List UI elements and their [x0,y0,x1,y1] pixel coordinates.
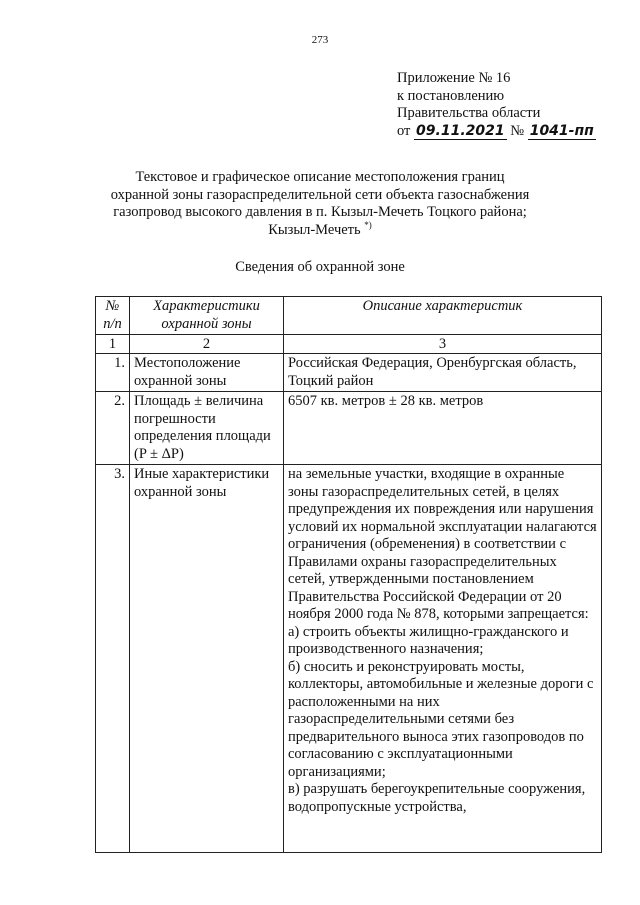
row-description-intro: на земельные участки, входящие в охранные зоны газораспределительных сетей, в целях предупреждения их повреждения или нарушения условий их нормальной эксплуатации налагаются ограничения (обременения) в соответствии с Правилами охраны газораспределительных сетей, утвержденными постановлением Правительства Российской Федерации от 20 ноября 2000 года № 878, которыми запрещается: [288,466,597,622]
handwritten-number: 1041-пп [529,122,594,139]
handwritten-date: 09.11.2021 [416,122,505,139]
appendix-line-2: к постановлению [397,87,505,104]
document-title [60,169,580,239]
title-line-2: охранной зоны газораспределительной сети объекта газоснабжения [110,186,530,203]
restriction-item: в) разрушать берегоукрепительные сооружения, водопропускные устройства, [288,781,586,815]
footnote-mark: *) [364,219,372,230]
title-line-1: Текстовое и графическое описание местоположения границ [135,169,505,185]
table-row [96,392,602,465]
column-number: 1 [96,335,130,354]
table-row [96,354,602,392]
appendix-line-3: Правительства области [397,105,541,121]
row-characteristic: Иные характеристики охранной зоны [130,465,284,853]
row-number: 2. [96,392,130,465]
header-number: № п/п [96,297,130,335]
appendix-line-1: Приложение № 16 [397,70,511,86]
row-number: 1. [96,354,130,392]
column-number: 2 [130,335,284,354]
header-characteristic: Характеристики охранной зоны [130,297,284,335]
date-prefix: от [397,122,411,139]
row-description: 6507 кв. метров ± 28 кв. метров [284,392,602,465]
title-line-4-text: Кызыл-Мечеть [268,221,361,238]
header-description: Описание характеристик [284,297,602,335]
row-characteristic: Площадь ± величина погрешности определения площади (P ± ΔP) [130,392,284,465]
restriction-item: б) сносить и реконструировать мосты, коллекторы, автомобильные и железные дороги с расположенными на них газораспределительными сетями без предварительного выноса этих газопроводов по согласованию с эксплуатационными организациями; [288,658,594,780]
row-description [284,465,602,853]
table-header-row [96,297,602,335]
restriction-item: а) строить объекты жилищно-гражданского и производственного назначения; [288,623,569,657]
table-row [96,465,602,853]
zone-info-table [95,296,602,853]
row-characteristic: Местоположение охранной зоны [130,354,284,392]
title-line-4 [60,219,580,240]
appendix-date-line [397,123,632,141]
appendix-block [397,70,632,140]
page-number: 273 [311,34,329,46]
section-title: Сведения об охранной зоне [235,259,405,275]
row-number: 3. [96,465,130,853]
title-line-3: газопровод высокого давления в п. Кызыл-Мечеть Тоцкого района; [113,204,527,220]
column-number: 3 [284,335,602,354]
number-prefix: № [510,122,525,139]
column-number-row [96,335,602,354]
row-description: Российская Федерация, Оренбургская область, Тоцкий район [284,354,602,392]
